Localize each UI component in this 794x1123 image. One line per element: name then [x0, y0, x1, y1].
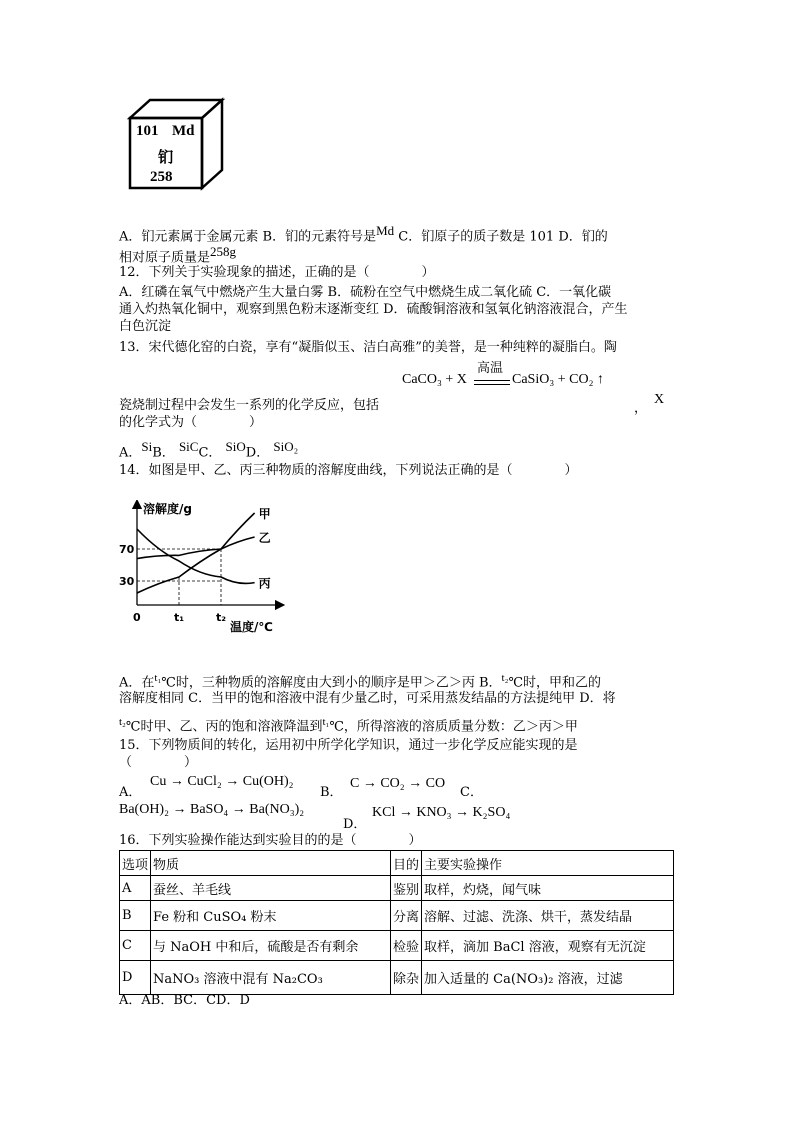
- q13-stem3: 的化学式为（ ）: [119, 415, 263, 430]
- q13-stem1: 13．宋代德化窑的白瓷，享有“凝脂似玉、洁白高雅”的美誉，是一种纯粹的凝脂白。陶: [119, 340, 617, 355]
- q15-a: Cu → CuCl₂ → Cu(OH)₂: [150, 774, 294, 789]
- q15-paren: （ ）: [119, 755, 198, 770]
- q15-b-label: B．: [320, 785, 343, 800]
- table-row: [120, 961, 674, 995]
- table-cell: C: [120, 931, 151, 961]
- header-option: 选项: [120, 851, 151, 876]
- header-substance: 物质: [151, 851, 391, 876]
- table-cell: A: [120, 876, 151, 901]
- table-cell: Fe 粉和 CuSO₄ 粉末: [151, 901, 391, 931]
- table-cell: 取样，灼烧，闻气味: [422, 876, 674, 901]
- element-symbol: Md: [172, 123, 195, 139]
- q15-d: KCl → KNO₃ → K₂SO₄: [372, 805, 511, 820]
- series-label-丙: 丙: [258, 576, 271, 591]
- y-tick-70: 70: [119, 543, 135, 556]
- q15-a-label: A．: [119, 785, 142, 800]
- q15-d-label: D．: [343, 817, 367, 832]
- element-name: 钔: [158, 150, 174, 166]
- q15-c: Ba(OH)₂ → BaSO₄ → Ba(NO₃)₂: [119, 802, 305, 817]
- experiment-table: [119, 850, 674, 995]
- q13-stem2: 瓷烧制过程中会发生一系列的化学反应，包括: [119, 398, 380, 413]
- table-cell: 与 NaOH 中和后，硫酸是否有剩余: [151, 931, 391, 961]
- series-line-乙: [137, 537, 255, 559]
- x-tick-t2: t₂: [216, 611, 227, 624]
- equation-right: CaSiO₃ + CO₂ ↑: [512, 372, 604, 387]
- x-axis-label: 温度/℃: [230, 620, 273, 634]
- x-tick-t1: t₁: [174, 611, 185, 624]
- equation-left: CaCO₃ + X: [402, 372, 467, 387]
- q15-c-label: C．: [460, 785, 483, 800]
- table-cell: 检验: [391, 931, 422, 961]
- q12-line1: A．红磷在氧气中燃烧产生大量白雾 B．硫粉在空气中燃烧生成二氧化硫 C．一氧化碳: [119, 285, 612, 300]
- table-row: [120, 876, 674, 901]
- table-header-row: [120, 851, 674, 876]
- q16-stem: 16．下列实验操作能达到实验目的的是（ ）: [119, 833, 422, 848]
- header-purpose: 目的: [391, 851, 422, 876]
- equation-equals: [474, 380, 510, 385]
- q15-stem: 15．下列物质间的转化，运用初中所学化学知识，通过一步化学反应能实现的是: [119, 738, 578, 753]
- table-cell: NaNO₃ 溶液中混有 Na₂CO₃: [151, 961, 391, 995]
- atomic-mass: 258: [150, 169, 173, 185]
- q13-options: A．$^{Si}$B． $^{SiC}$C． $^{SiO}$D． $^{SiO_2}$: [119, 439, 299, 461]
- table-cell: 分离: [391, 901, 422, 931]
- solubility-chart: [115, 500, 290, 635]
- reaction-condition: 高温: [477, 360, 504, 375]
- table-cell: 取样，滴加 BaCl 溶液，观察有无沉淀: [422, 931, 674, 961]
- series-label-乙: 乙: [258, 531, 271, 545]
- element-card: [120, 96, 230, 192]
- q16-answers: A．AB．BC．CD．D: [119, 993, 250, 1008]
- x-tick-0: 0: [133, 611, 141, 624]
- q11-options-line2: 相对原子质量是$^{258g}$: [119, 244, 237, 266]
- table-cell: D: [120, 961, 151, 995]
- table-cell: 鉴别: [391, 876, 422, 901]
- q12-line2: 通入灼热氧化铜中，观察到黑色粉末逐渐变红 D．硫酸铜溶液和氢氧化钠溶液混合，产生: [119, 302, 628, 317]
- q13-comma: ，: [634, 401, 648, 416]
- q15-b: C → CO₂ → CO: [350, 776, 446, 791]
- q14-line1: A．在$^{t_1}$℃时，三种物质的溶解度由大到小的顺序是甲＞乙＞丙 B．$^{t_2}$℃时，甲和乙的: [119, 672, 601, 691]
- table-row: [120, 931, 674, 961]
- atomic-number: 101: [136, 123, 159, 139]
- q14-line2: 溶解度相同 C．当甲的饱和溶液中混有少量乙时，可采用蒸发结晶的方法提纯甲 D．将: [119, 691, 616, 706]
- series-label-甲: 甲: [258, 507, 271, 521]
- table-cell: 除杂: [391, 961, 422, 995]
- y-tick-30: 30: [119, 575, 135, 588]
- table-cell: 溶解、过滤、洗涤、烘干，蒸发结晶: [422, 901, 674, 931]
- table-cell: 蚕丝、羊毛线: [151, 876, 391, 901]
- q14-line3: $^{t_2}$℃时甲、乙、丙的饱和溶液降温到$^{t_1}$℃，所得溶液的溶质质量分数：乙＞丙＞甲: [119, 716, 578, 735]
- q11-options-line1: A．钔元素属于金属元素 B．钔的元素符号是$^{Md}$ C．钔原子的质子数是 101 D．钔的: [119, 223, 608, 245]
- header-operation: 主要实验操作: [422, 851, 674, 876]
- table-row: [120, 901, 674, 931]
- q14-stem: 14．如图是甲、乙、丙三种物质的溶解度曲线，下列说法正确的是（ ）: [119, 463, 578, 478]
- table-cell: 加入适量的 Ca(NO₃)₂ 溶液，过滤: [422, 961, 674, 995]
- q12-stem: 12．下列关于实验现象的描述，正确的是（ ）: [119, 265, 435, 280]
- q13-x: X: [654, 392, 665, 407]
- table-cell: B: [120, 901, 151, 931]
- q12-line3: 白色沉淀: [119, 319, 172, 334]
- y-axis-label: 溶解度/g: [143, 502, 192, 516]
